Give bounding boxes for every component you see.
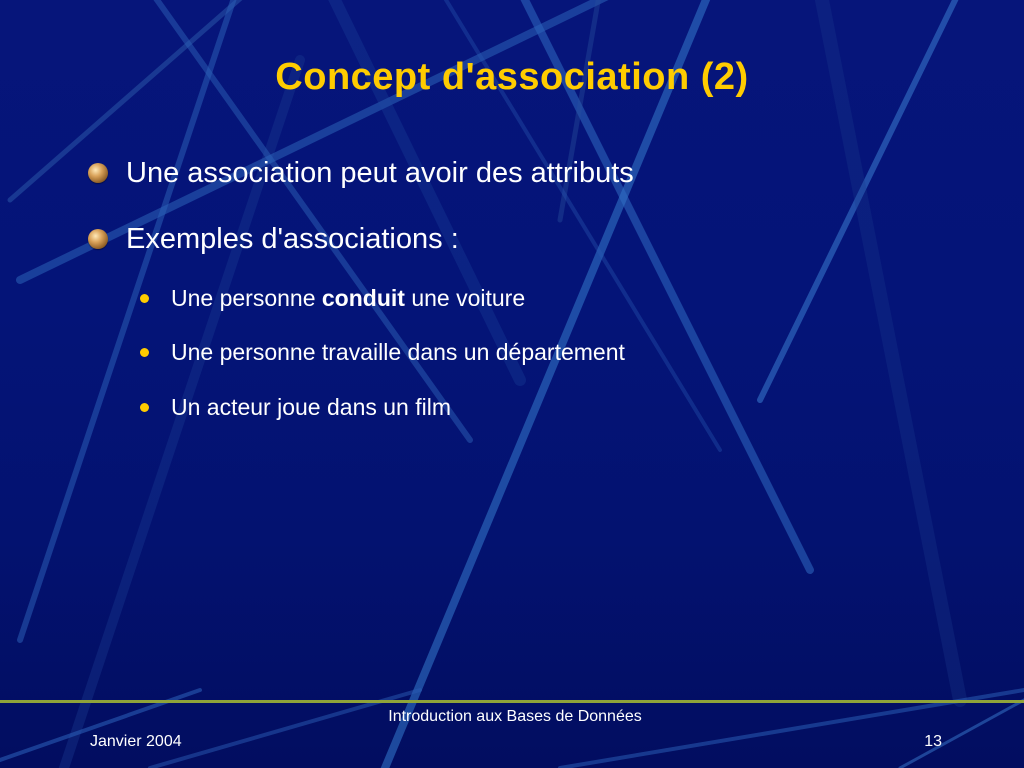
sub-bullet-item <box>140 391 451 423</box>
bullet-item-level1 <box>88 153 634 193</box>
sub-bullet-text <box>171 285 525 312</box>
footer-divider <box>0 700 1024 703</box>
footer-course-title: Introduction aux Bases de Données <box>388 708 642 725</box>
bronze-sphere-bullet-icon <box>88 163 108 183</box>
sub-bullet-text-bold: conduit <box>321 284 405 311</box>
sub-bullet-item <box>140 336 625 368</box>
sub-bullet-text-before: Une personne <box>171 284 322 311</box>
slide-title: Concept d'association (2) <box>275 56 749 98</box>
sub-bullet-text-after: une voiture <box>404 284 526 311</box>
yellow-dot-bullet-icon <box>140 348 149 357</box>
bronze-sphere-bullet-icon <box>88 229 108 249</box>
bullet-text: Une association peut avoir des attributs <box>126 156 634 189</box>
sub-bullet-text: Un acteur joue dans un film <box>171 393 451 420</box>
yellow-dot-bullet-icon <box>140 403 149 412</box>
sub-bullet-text: Une personne travaille dans un département <box>171 338 625 365</box>
footer-date: Janvier 2004 <box>90 733 182 750</box>
bullet-text: Exemples d'associations : <box>126 222 459 255</box>
sub-bullet-item <box>140 282 525 314</box>
footer-page-number: 13 <box>924 733 942 750</box>
yellow-dot-bullet-icon <box>140 294 149 303</box>
bullet-item-level1 <box>88 219 459 259</box>
